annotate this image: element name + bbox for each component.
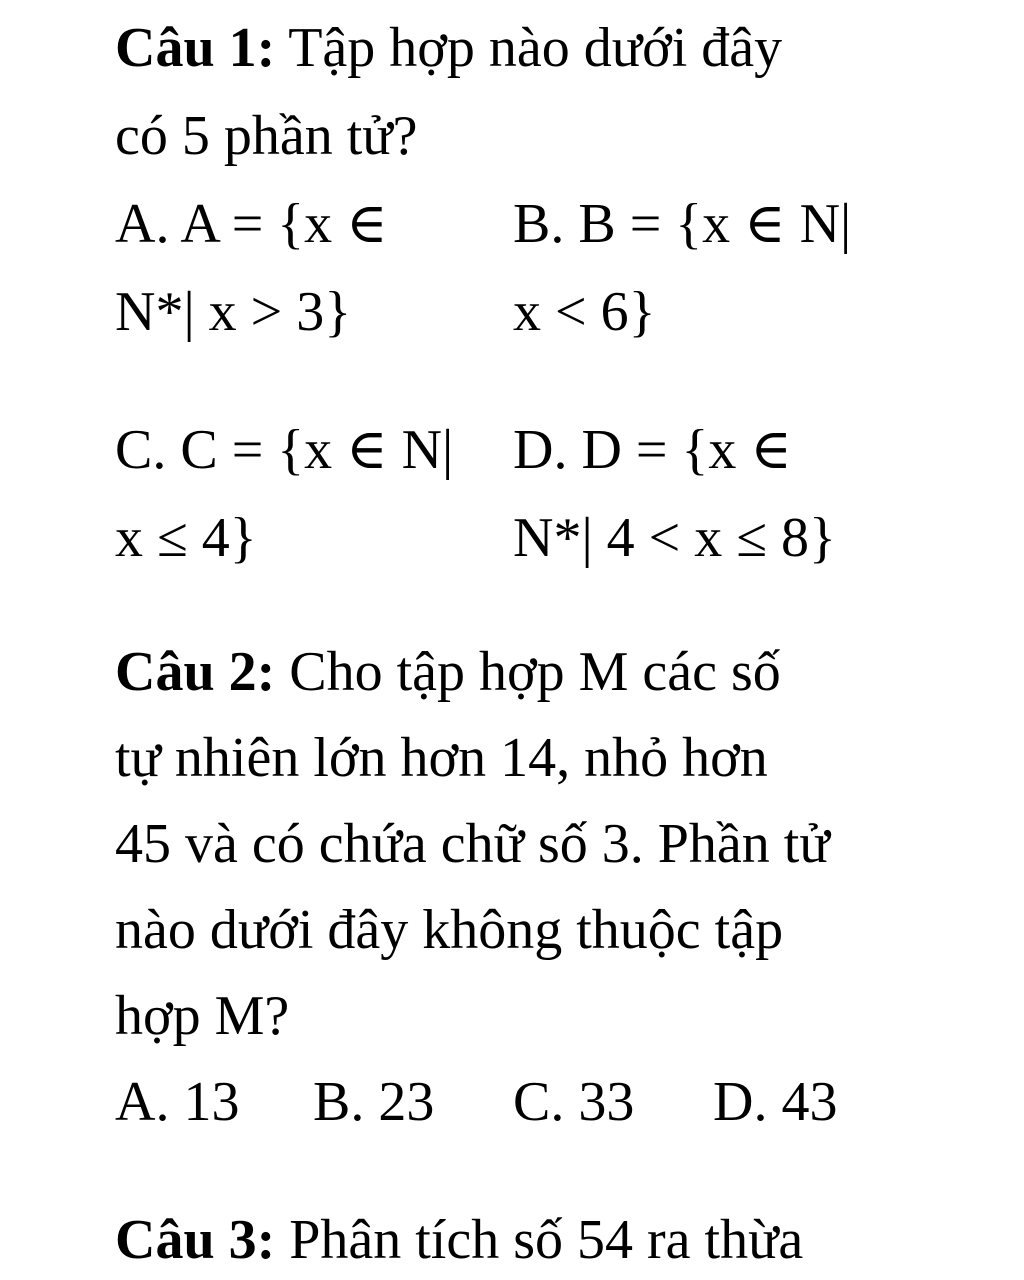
q2-line-5: hợp M? [115,985,290,1047]
q2-text-1: Cho tập hợp M các số [275,641,781,703]
q1-option-a-line-2: N*| x > 3} [115,281,352,343]
q2-line-1 [115,641,781,703]
q2-option-d: D. 43 [713,1071,838,1133]
q2-option-a: A. 13 [115,1071,240,1133]
q2-label: Câu 2: [115,641,276,703]
q1-line-1 [115,17,783,79]
q1-line-2: có 5 phần tử? [115,105,418,167]
q1-option-d-line-1: D. D = {x ∈ [513,419,792,481]
q2-line-3: 45 và có chứa chữ số 3. Phần tử [115,813,830,875]
q2-line-4: nào dưới đây không thuộc tập [115,899,784,961]
q3-line-1 [115,1209,804,1271]
q1-option-b-line-2: x < 6} [513,281,656,343]
q1-option-c-line-2: x ≤ 4} [115,507,257,569]
q3-label: Câu 3: [115,1209,276,1271]
q1-option-c-line-1: C. C = {x ∈ N| [115,419,454,481]
q1-option-d-line-2: N*| 4 < x ≤ 8} [513,507,836,569]
q3-text-1: Phân tích số 54 ra thừa [275,1209,804,1271]
q1-text-1: Tập hợp nào dưới đây [275,17,783,79]
q2-option-c: C. 33 [513,1071,635,1133]
q1-label: Câu 1: [115,17,276,79]
q1-option-a-line-1: A. A = {x ∈ [115,193,388,255]
q1-option-b-line-1: B. B = {x ∈ N| [513,193,852,255]
q2-option-b: B. 23 [313,1071,435,1133]
q2-line-2: tự nhiên lớn hơn 14, nhỏ hơn [115,727,768,789]
